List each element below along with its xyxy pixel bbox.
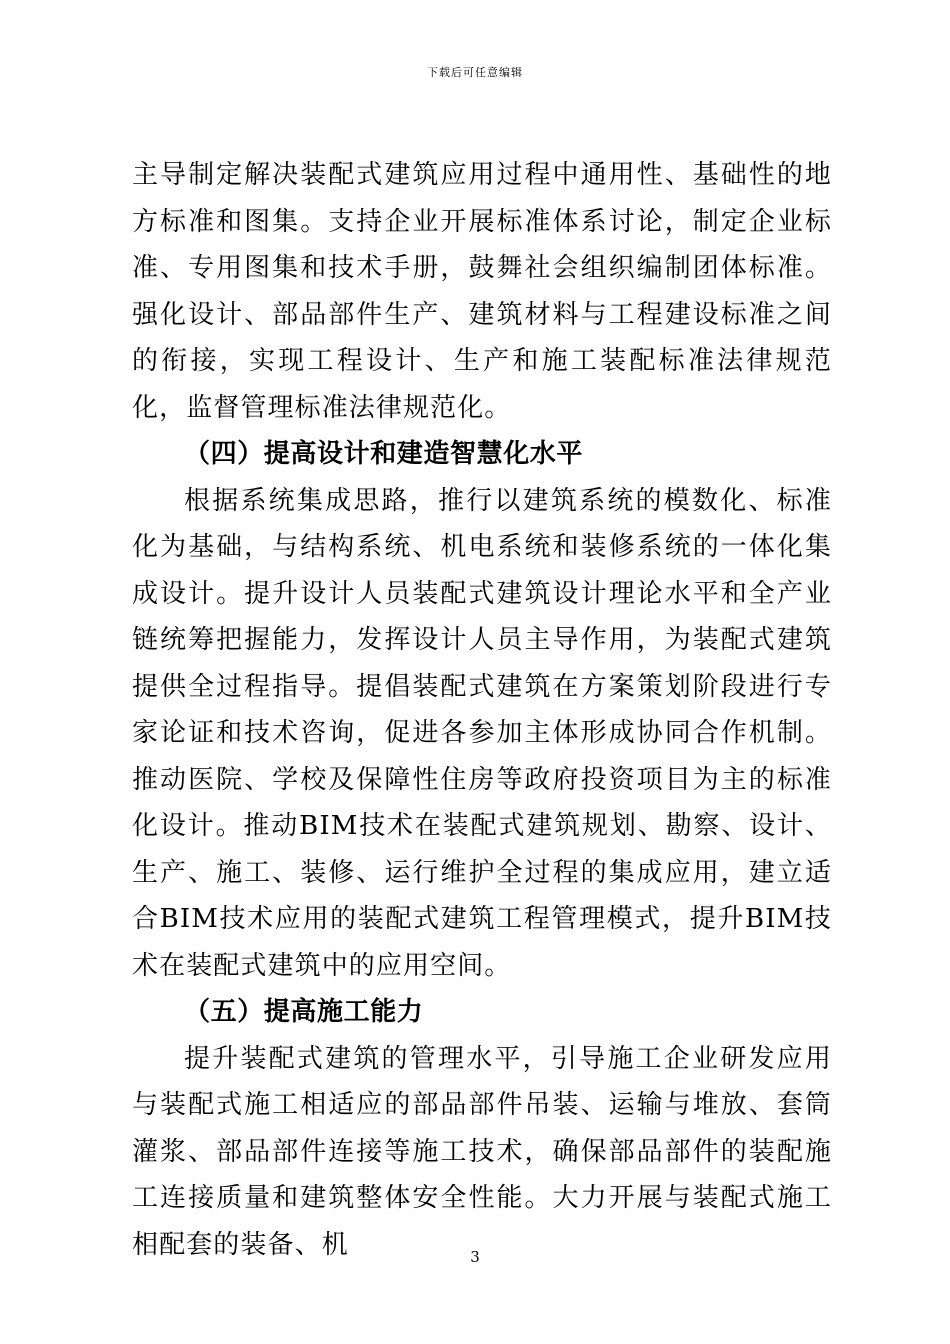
paragraph-standards: 主导制定解决装配式建筑应用过程中通用性、基础性的地方标准和图集。支持企业开展标准体系讨论，制定企业标准、专用图集和技术手册，鼓舞社会组织编制团体标准。强化设计、部品部件生产、建筑材料与工程建设标准之间的衔接，实现工程设计、生产和施工装配标准法律规范化，监督管理标准法律规范化。: [132, 160, 832, 423]
section-heading-construction: （五）提高施工能力: [184, 997, 424, 1027]
page-number: 3: [470, 1248, 480, 1266]
page-header: 下载后可任意编辑: [427, 66, 523, 79]
paragraph-design: 根据系统集成思路，推行以建筑系统的模数化、标准化为基础，与结构系统、机电系统和装修系统的一体化集成设计。提升设计人员装配式建筑设计理论水平和全产业链统筹把握能力，发挥设计人员主导作用，为装配式建筑提供全过程指导。提倡装配式建筑在方案策划阶段进行专家论证和技术咨询，促进各参加主体形成协同合作机制。推动医院、学校及保障性住房等政府投资项目为主的标准化设计。推动BIM技术在装配式建筑规划、勘察、设计、生产、施工、装修、运行维护全过程的集成应用，建立适合BIM技术应用的装配式建筑工程管理模式，提升BIM技术在装配式建筑中的应用空间。: [132, 485, 832, 981]
document-body: [132, 152, 832, 1268]
section-heading-design: （四）提高设计和建造智慧化水平: [184, 439, 584, 469]
paragraph-construction: 提升装配式建筑的管理水平，引导施工企业研发应用与装配式施工相适应的部品部件吊装、运输与堆放、套筒灌浆、部品部件连接等施工技术，确保部品部件的装配施工连接质量和建筑整体安全性能。大力开展与装配式施工相配套的装备、机: [132, 1043, 832, 1260]
